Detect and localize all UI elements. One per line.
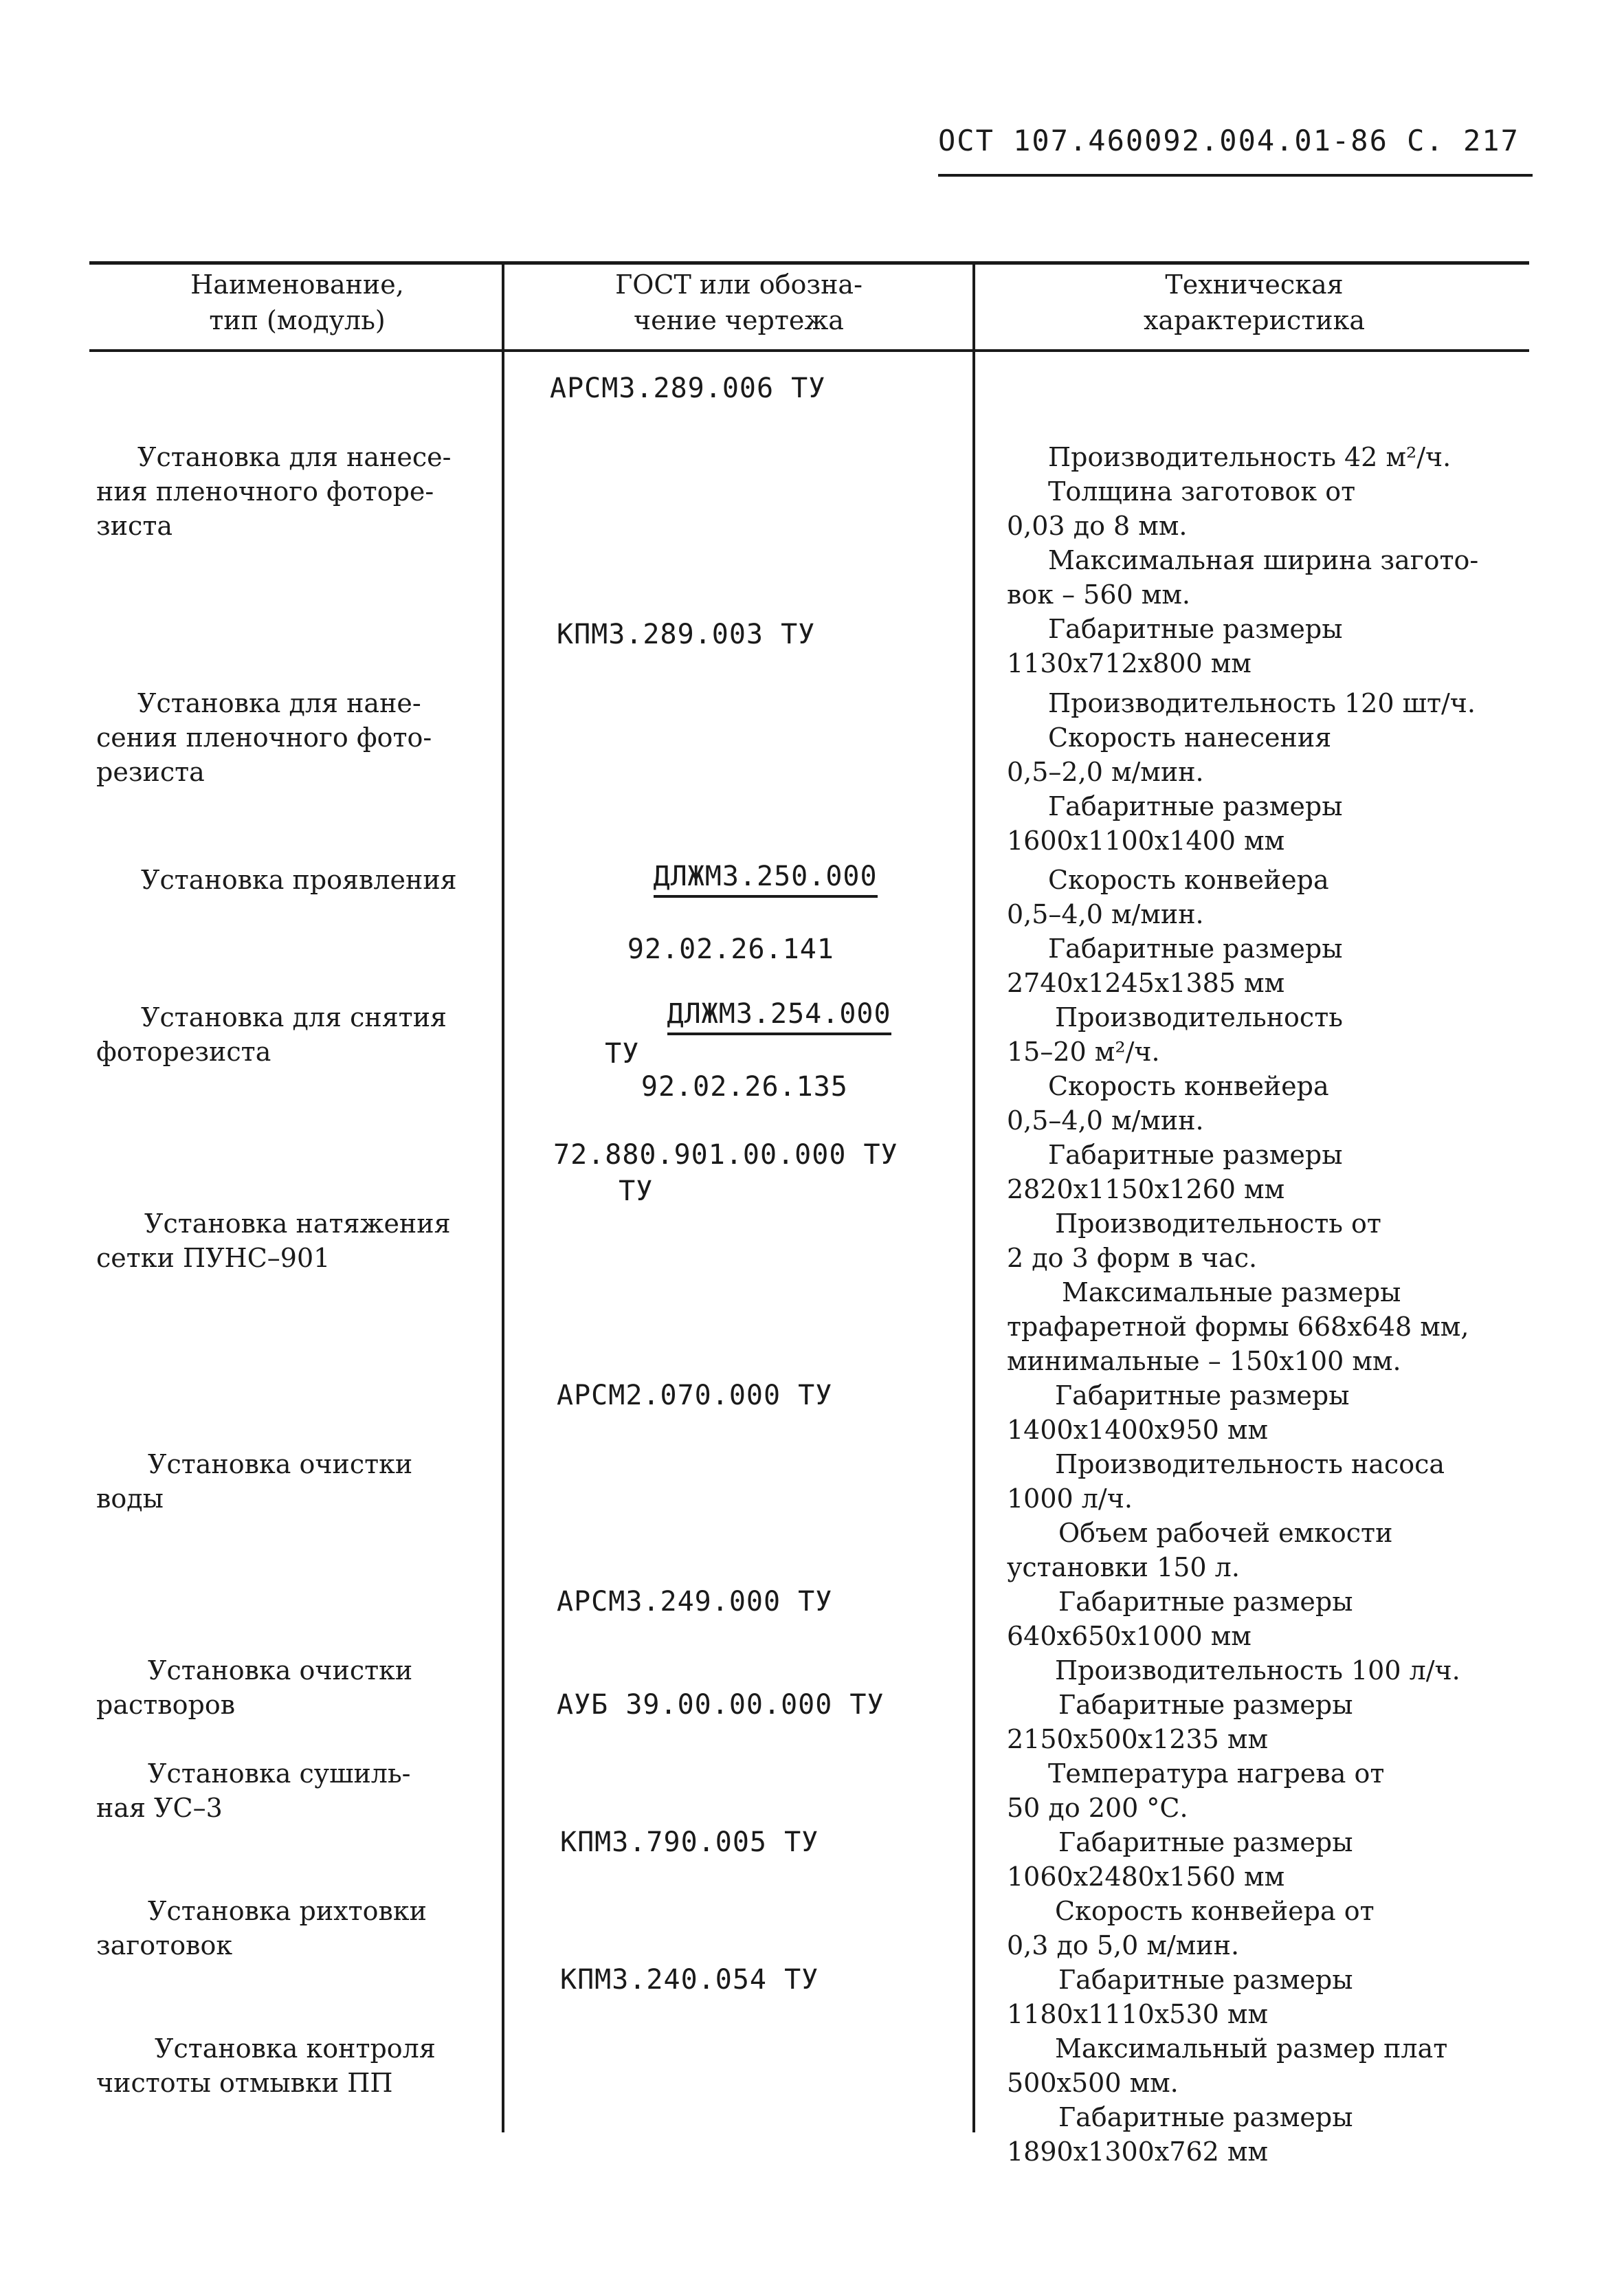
table-row-spec: Скорость конвейера 0,5–4,0 м/мин. Габаритные размеры 2740x1245x1385 мм [1007, 865, 1343, 998]
table-top-rule [89, 261, 1529, 265]
table-row-name: Установка очистки воды [96, 1449, 413, 1514]
table-row-name: Установка натяжения сетки ПУНС–901 [96, 1208, 451, 1273]
table-row-gost: АУБ 39.00.00.000 ТУ [557, 1689, 885, 1721]
table-row-spec: Производительность 15–20 м²/ч. Скорость конвейера 0,5–4,0 м/мин. Габаритные размеры 2820x1150x1260 мм [1007, 1002, 1343, 1204]
table-row-name: Установка очистки растворов [96, 1655, 413, 1720]
table-row-gost: КПМ3.289.003 ТУ [557, 619, 816, 650]
table-row-spec: Производительность 42 м²/ч. Толщина заготовок от 0,03 до 8 мм. Максимальная ширина загото- вок – 560 мм. Габаритные размеры 1130x712x800 мм [1007, 442, 1479, 678]
table-row-gost: КПМ3.790.005 ТУ [560, 1826, 819, 1858]
table-row-gost-fraction: ДЛЖМ3.250.000 92.02.26.141 ТУ [605, 861, 878, 1070]
column-divider-2 [972, 263, 975, 2132]
table-header-rule [89, 349, 1529, 352]
table-row-name: Установка контроля чистоты отмывки ПП [96, 2033, 436, 2098]
table-row-gost: АРСМ2.070.000 ТУ [557, 1380, 833, 1411]
column-divider-1 [502, 263, 504, 2132]
table-row-spec: Температура нагрева от 50 до 200 °С. Габаритные размеры 1060x2480x1560 мм [1007, 1758, 1385, 1892]
table-row-gost-fraction: ДЛЖМ3.254.000 92.02.26.135 ТУ [619, 998, 891, 1207]
table-row-spec: Производительность 120 шт/ч. Скорость нанесения 0,5–2,0 м/мин. Габаритные размеры 1600x1100x1400 мм [1007, 688, 1476, 856]
column-header-name: Наименование, тип (модуль) [190, 269, 404, 335]
table-row-gost: АРСМ3.249.000 ТУ [557, 1586, 833, 1618]
table-row-name: Установка для снятия фоторезиста [96, 1002, 447, 1067]
column-header-spec: Техническая характеристика [1143, 269, 1366, 335]
table-row-spec: Производительность от 2 до 3 форм в час. Максимальные размеры трафаретной формы 668x648 мм, минимальные – 150x100 мм. Габаритные размеры 1400x1400x950 мм [1007, 1208, 1469, 1445]
table-row-name: Установка для нане- сения пленочного фото- резиста [96, 688, 432, 787]
column-header-gost: ГОСТ или обозна- чение чертежа [615, 269, 863, 335]
table-row-name: Установка для нанесе- ния пленочного фоторе- зиста [96, 442, 452, 541]
table-row-spec: Максимальный размер плат 500x500 мм. Габаритные размеры 1890x1300x762 мм [1007, 2033, 1448, 2167]
table-row-spec: Производительность 100 л/ч. Габаритные размеры 2150x500x1235 мм [1007, 1655, 1460, 1754]
table-row-gost: 72.880.901.00.000 ТУ [553, 1139, 898, 1171]
document-reference: ОСТ 107.460092.004.01-86 С. 217 [938, 124, 1520, 157]
table-row-spec: Скорость конвейера от 0,3 до 5,0 м/мин. Габаритные размеры 1180x1110x530 мм [1007, 1896, 1375, 2029]
table-row-spec: Производительность насоса 1000 л/ч. Объем рабочей емкости установки 150 л. Габаритные размеры 640x650x1000 мм [1007, 1449, 1445, 1651]
header-underline [938, 174, 1533, 177]
table-row-gost: АРСМ3.289.006 ТУ [550, 373, 826, 404]
table-row-name: Установка проявления [141, 865, 457, 895]
table-row-gost: КПМ3.240.054 ТУ [560, 1964, 819, 1996]
table-row-name: Установка сушиль- ная УС–3 [96, 1758, 411, 1823]
table-row-name: Установка рихтовки заготовок [96, 1896, 427, 1961]
